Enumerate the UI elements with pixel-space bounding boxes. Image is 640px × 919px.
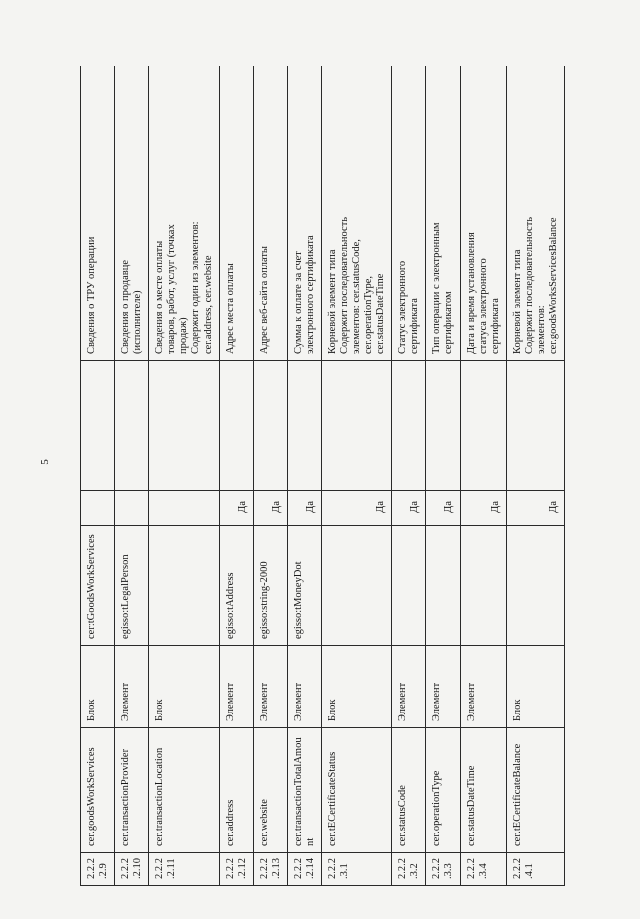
element-kind-cell: Элемент	[426, 646, 460, 728]
element-kind-cell: Элемент	[115, 646, 149, 728]
element-kind-cell: Элемент	[219, 646, 253, 728]
row-number-cell: 2.2.2.3.3	[426, 853, 460, 886]
element-kind-cell: Блок	[81, 646, 115, 728]
description-line: Содержит один из элементов:	[190, 221, 202, 354]
element-kind-cell: Блок	[149, 646, 219, 728]
table-row	[219, 66, 253, 886]
required-flag-cell	[149, 491, 219, 526]
multiplicity-cell	[460, 361, 506, 491]
description-line: электронного сертификата	[304, 235, 316, 354]
specification-sheet	[80, 66, 587, 886]
description-cell	[506, 66, 564, 361]
specification-table-body	[81, 66, 565, 886]
description-cell	[81, 66, 115, 361]
multiplicity-cell	[81, 361, 115, 491]
table-row	[426, 66, 460, 886]
description-line: товаров, работ, услуг (точках	[166, 224, 178, 354]
description-line: сертификата	[409, 298, 421, 354]
description-line: Сведения о продавце	[120, 259, 132, 354]
required-flag-cell: Да	[460, 491, 506, 526]
description-line: Статус электронного	[397, 260, 409, 354]
element-name-cell: cer.statusCode	[392, 728, 426, 853]
element-type-cell	[321, 526, 391, 646]
page-number: 5	[38, 459, 51, 465]
multiplicity-cell	[426, 361, 460, 491]
description-line: Адрес веб-сайта оплаты	[258, 246, 270, 354]
description-line: Сведения о месте оплаты	[154, 240, 166, 354]
description-line: Корневой элемент типа	[511, 249, 523, 354]
multiplicity-cell	[392, 361, 426, 491]
description-line: cer.goodsWorksServicesBalance	[547, 217, 559, 354]
description-cell	[460, 66, 506, 361]
required-flag-cell: Да	[219, 491, 253, 526]
required-flag-cell: Да	[253, 491, 287, 526]
multiplicity-cell	[115, 361, 149, 491]
required-flag-cell: Да	[287, 491, 321, 526]
description-line: (исполнителе)	[132, 290, 144, 354]
element-name-cell: cer.tECertificateStatus	[321, 728, 391, 853]
element-kind-cell: Блок	[506, 646, 564, 728]
table-row	[392, 66, 426, 886]
multiplicity-cell	[321, 361, 391, 491]
element-type-cell	[506, 526, 564, 646]
row-number-cell: 2.2.2.3.1	[321, 853, 391, 886]
description-line: сертификата	[489, 298, 501, 354]
description-cell	[426, 66, 460, 361]
table-row	[506, 66, 564, 886]
element-kind-cell: Элемент	[287, 646, 321, 728]
table-row	[287, 66, 321, 886]
row-number-cell: 2.2.2.2.10	[115, 853, 149, 886]
table-row	[81, 66, 115, 886]
multiplicity-cell	[506, 361, 564, 491]
description-line: Корневой элемент типа	[326, 249, 338, 354]
row-number-cell: 2.2.2.2.9	[81, 853, 115, 886]
description-cell	[149, 66, 219, 361]
row-number-cell: 2.2.2.2.13	[253, 853, 287, 886]
element-type-cell	[426, 526, 460, 646]
description-line: продаж)	[178, 317, 190, 354]
description-cell	[219, 66, 253, 361]
multiplicity-cell	[219, 361, 253, 491]
element-type-cell: egisso:tAddress	[219, 526, 253, 646]
row-number-cell: 2.2.2.2.11	[149, 853, 219, 886]
table-row	[460, 66, 506, 886]
required-flag-cell: Да	[392, 491, 426, 526]
element-name-cell: cer.transactionTotalAmount	[287, 728, 321, 853]
description-cell	[115, 66, 149, 361]
element-type-cell	[149, 526, 219, 646]
element-type-cell	[392, 526, 426, 646]
row-number-cell: 2.2.2.2.14	[287, 853, 321, 886]
description-line: элементов: cer.statusCode,	[351, 239, 363, 354]
multiplicity-cell	[149, 361, 219, 491]
element-name-cell: cer.statusDateTime	[460, 728, 506, 853]
row-number-cell: 2.2.2.4.1	[506, 853, 564, 886]
row-number-cell: 2.2.2.3.2	[392, 853, 426, 886]
description-line: Содержит последовательность	[523, 216, 535, 354]
description-line: элементов:	[535, 305, 547, 354]
description-cell	[321, 66, 391, 361]
description-line: cer.address, cer.website	[202, 255, 214, 354]
description-line: Сумма к оплате за счет	[292, 251, 304, 354]
rotated-page-area	[80, 66, 587, 886]
multiplicity-cell	[253, 361, 287, 491]
element-kind-cell: Блок	[321, 646, 391, 728]
element-kind-cell: Элемент	[392, 646, 426, 728]
element-type-cell	[460, 526, 506, 646]
element-name-cell: cer.address	[219, 728, 253, 853]
description-line: cer.statusDateTime	[375, 273, 387, 354]
description-cell	[392, 66, 426, 361]
element-kind-cell: Элемент	[460, 646, 506, 728]
element-name-cell: cer.transactionLocation	[149, 728, 219, 853]
description-line: Адрес места оплаты	[224, 263, 236, 354]
element-name-cell: cer.operationType	[426, 728, 460, 853]
required-flag-cell: Да	[321, 491, 391, 526]
description-line: cer.operationType,	[363, 276, 375, 354]
element-name-cell: cer.transactionProvider	[115, 728, 149, 853]
table-row	[321, 66, 391, 886]
element-type-cell: egisso:tMoneyDot	[287, 526, 321, 646]
element-type-cell: cer:tGoodsWorkServices	[81, 526, 115, 646]
description-line: Дата и время установления	[465, 232, 477, 354]
element-name-cell: cer.tECertificateBalance	[506, 728, 564, 853]
description-line: Сведения о ТРУ операции	[86, 236, 97, 354]
table-row	[115, 66, 149, 886]
required-flag-cell	[81, 491, 115, 526]
required-flag-cell: Да	[506, 491, 564, 526]
description-cell	[287, 66, 321, 361]
specification-table	[80, 66, 565, 886]
description-line: Содержит последовательность	[339, 216, 350, 354]
row-number-cell: 2.2.2.2.12	[219, 853, 253, 886]
multiplicity-cell	[287, 361, 321, 491]
table-row	[149, 66, 219, 886]
element-kind-cell: Элемент	[253, 646, 287, 728]
element-name-cell: cer.website	[253, 728, 287, 853]
table-row	[253, 66, 287, 886]
description-line: статуса электронного	[477, 258, 489, 354]
element-name-cell: cer.goodsWorkServices	[81, 728, 115, 853]
element-type-cell: egisso:string-2000	[253, 526, 287, 646]
row-number-cell: 2.2.2.3.4	[460, 853, 506, 886]
description-line: Тип операции с электронным	[431, 222, 443, 354]
description-cell	[253, 66, 287, 361]
required-flag-cell: Да	[426, 491, 460, 526]
required-flag-cell	[115, 491, 149, 526]
description-line: сертификатом	[443, 291, 455, 354]
element-type-cell: egisso:tLegalPerson	[115, 526, 149, 646]
